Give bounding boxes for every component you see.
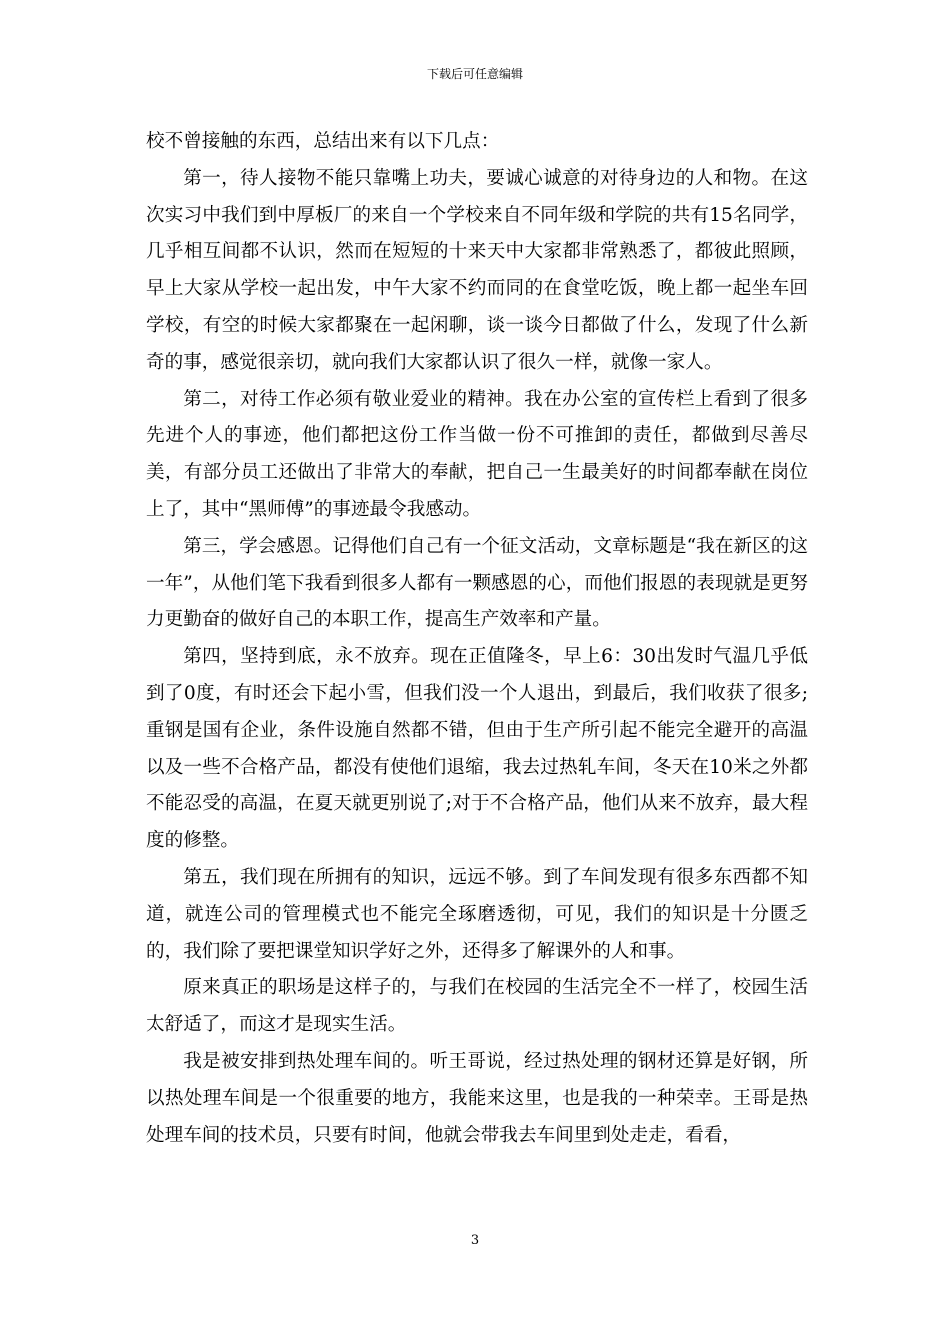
paragraph-point-five: 第五，我们现在所拥有的知识，远远不够。到了车间发现有很多东西都不知道，就连公司的管理模式也不能完全琢磨透彻，可见，我们的知识是十分匮乏的，我们除了要把课堂知识学好之外，还得多了解课外的人和事。: [146, 866, 808, 962]
paragraph-point-one: 第一，待人接物不能只靠嘴上功夫，要诚心诚意的对待身边的人和物。在这次实习中我们到中厚板厂的来自一个学校来自不同年级和学院的共有15名同学，几乎相互间都不认识，然而在短短的十来天中大家都非常熟悉了，都彼此照顾，早上大家从学校一起出发，中午大家不约而同的在食堂吃饭，晚上都一起坐车回学校，有空的时候大家都聚在一起闲聊，谈一谈今日都做了什么，发现了什么新奇的事，感觉很亲切，就向我们大家都认识了很久一样，就像一家人。: [146, 167, 808, 373]
page-number: 3: [470, 1233, 480, 1248]
paragraph-point-two: 第二，对待工作必须有敬业爱业的精神。我在办公室的宣传栏上看到了很多先进个人的事迹，他们都把这份工作当做一份不可推卸的责任，都做到尽善尽美，有部分员工还做出了非常大的奉献，把自己一生最美好的时间都奉献在岗位上了，其中“黑师傅”的事迹最令我感动。: [146, 388, 808, 520]
paragraph-continuation: 校不曾接触的东西，总结出来有以下几点：: [146, 131, 500, 152]
body-text: [146, 124, 808, 1154]
paragraph-point-three: 第三，学会感恩。记得他们自己有一个征文活动，文章标题是“我在新区的这一年”，从他们笔下我看到很多人都有一颗感恩的心，而他们报恩的表现就是更努力更勤奋的做好自己的本职工作，提高生产效率和产量。: [146, 535, 808, 631]
paragraph-reflection: 原来真正的职场是这样子的，与我们在校园的生活完全不一样了，校园生活太舒适了，而这才是现实生活。: [146, 977, 808, 1036]
page-header: 下载后可任意编辑: [426, 67, 523, 81]
paragraph-point-four: 第四，坚持到底，永不放弃。现在正值隆冬，早上6：30出发时气温几乎低到了0度，有时还会下起小雪，但我们没一个人退出，到最后，我们收获了很多;重钢是国有企业，条件设施自然都不错，但由于生产所引起不能完全避开的高温以及一些不合格产品，都没有使他们退缩，我去过热轧车间，冬天在10米之外都不能忍受的高温，在夏天就更别说了;对于不合格产品，他们从来不放弃，最大程度的修整。: [146, 646, 808, 852]
paragraph-workshop: 我是被安排到热处理车间的。听王哥说，经过热处理的钢材还算是好钢，所以热处理车间是一个很重要的地方，我能来这里，也是我的一种荣幸。王哥是热处理车间的技术员，只要有时间，他就会带我去车间里到处走走，看看，: [146, 1050, 808, 1146]
